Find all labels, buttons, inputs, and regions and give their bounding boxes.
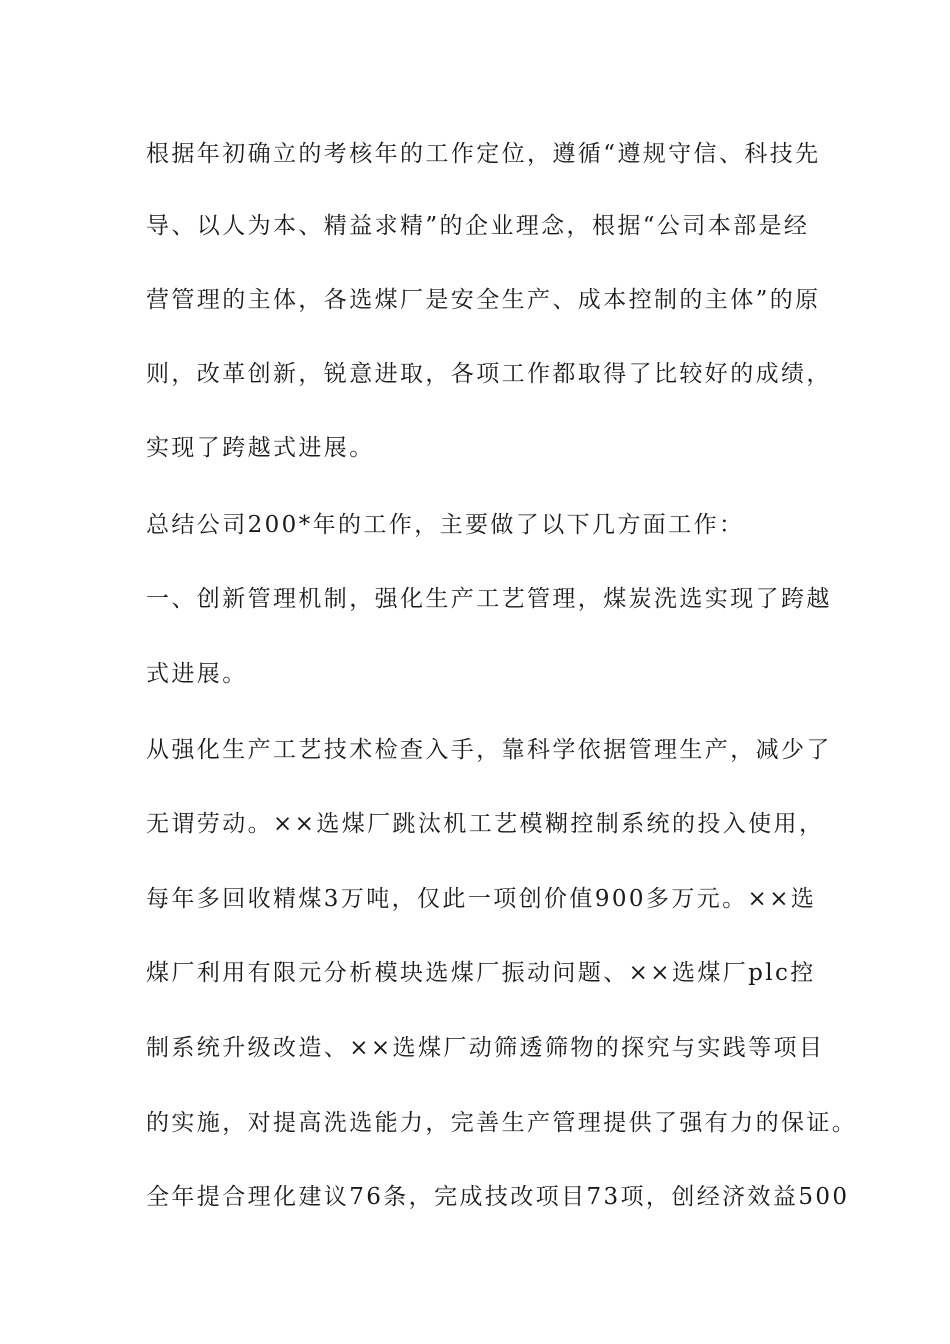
text-line: 每年多回收精煤3万吨，仅此一项创价值900多万元。××选 bbox=[146, 886, 817, 912]
text-line: 煤厂利用有限元分析模块选煤厂振动问题、××选煤厂plc控 bbox=[146, 960, 816, 986]
text-line: 根据年初确立的考核年的工作定位，遵循“遵规守信、科技先 bbox=[146, 141, 821, 167]
text-line: 导、以人为本、精益求精”的企业理念，根据“公司本部是经 bbox=[146, 213, 810, 239]
text-line: 实现了跨越式进展。 bbox=[146, 435, 375, 461]
text-line: 式进展。 bbox=[146, 661, 248, 687]
text-line: 总结公司200*年的工作，主要做了以下几方面工作： bbox=[146, 512, 745, 538]
text-line: 从强化生产工艺技术检查入手，靠科学依据管理生产，减少了 bbox=[146, 737, 832, 763]
text-line: 无谓劳动。××选煤厂跳汰机工艺模糊控制系统的投入使用， bbox=[146, 811, 825, 837]
text-line: 全年提合理化建议76条，完成技改项目73项，创经济效益500 bbox=[146, 1184, 850, 1210]
text-line: 一、创新管理机制，强化生产工艺管理，煤炭洗选实现了跨越 bbox=[146, 586, 832, 612]
text-line: 则，改革创新，锐意进取，各项工作都取得了比较好的成绩， bbox=[146, 361, 832, 387]
text-line: 营管理的主体，各选煤厂是安全生产、成本控制的主体”的原 bbox=[146, 287, 821, 313]
text-line: 的实施，对提高洗选能力，完善生产管理提供了强有力的保证。 bbox=[146, 1110, 858, 1136]
text-line: 制系统升级改造、××选煤厂动筛透筛物的探究与实践等项目 bbox=[146, 1035, 825, 1061]
